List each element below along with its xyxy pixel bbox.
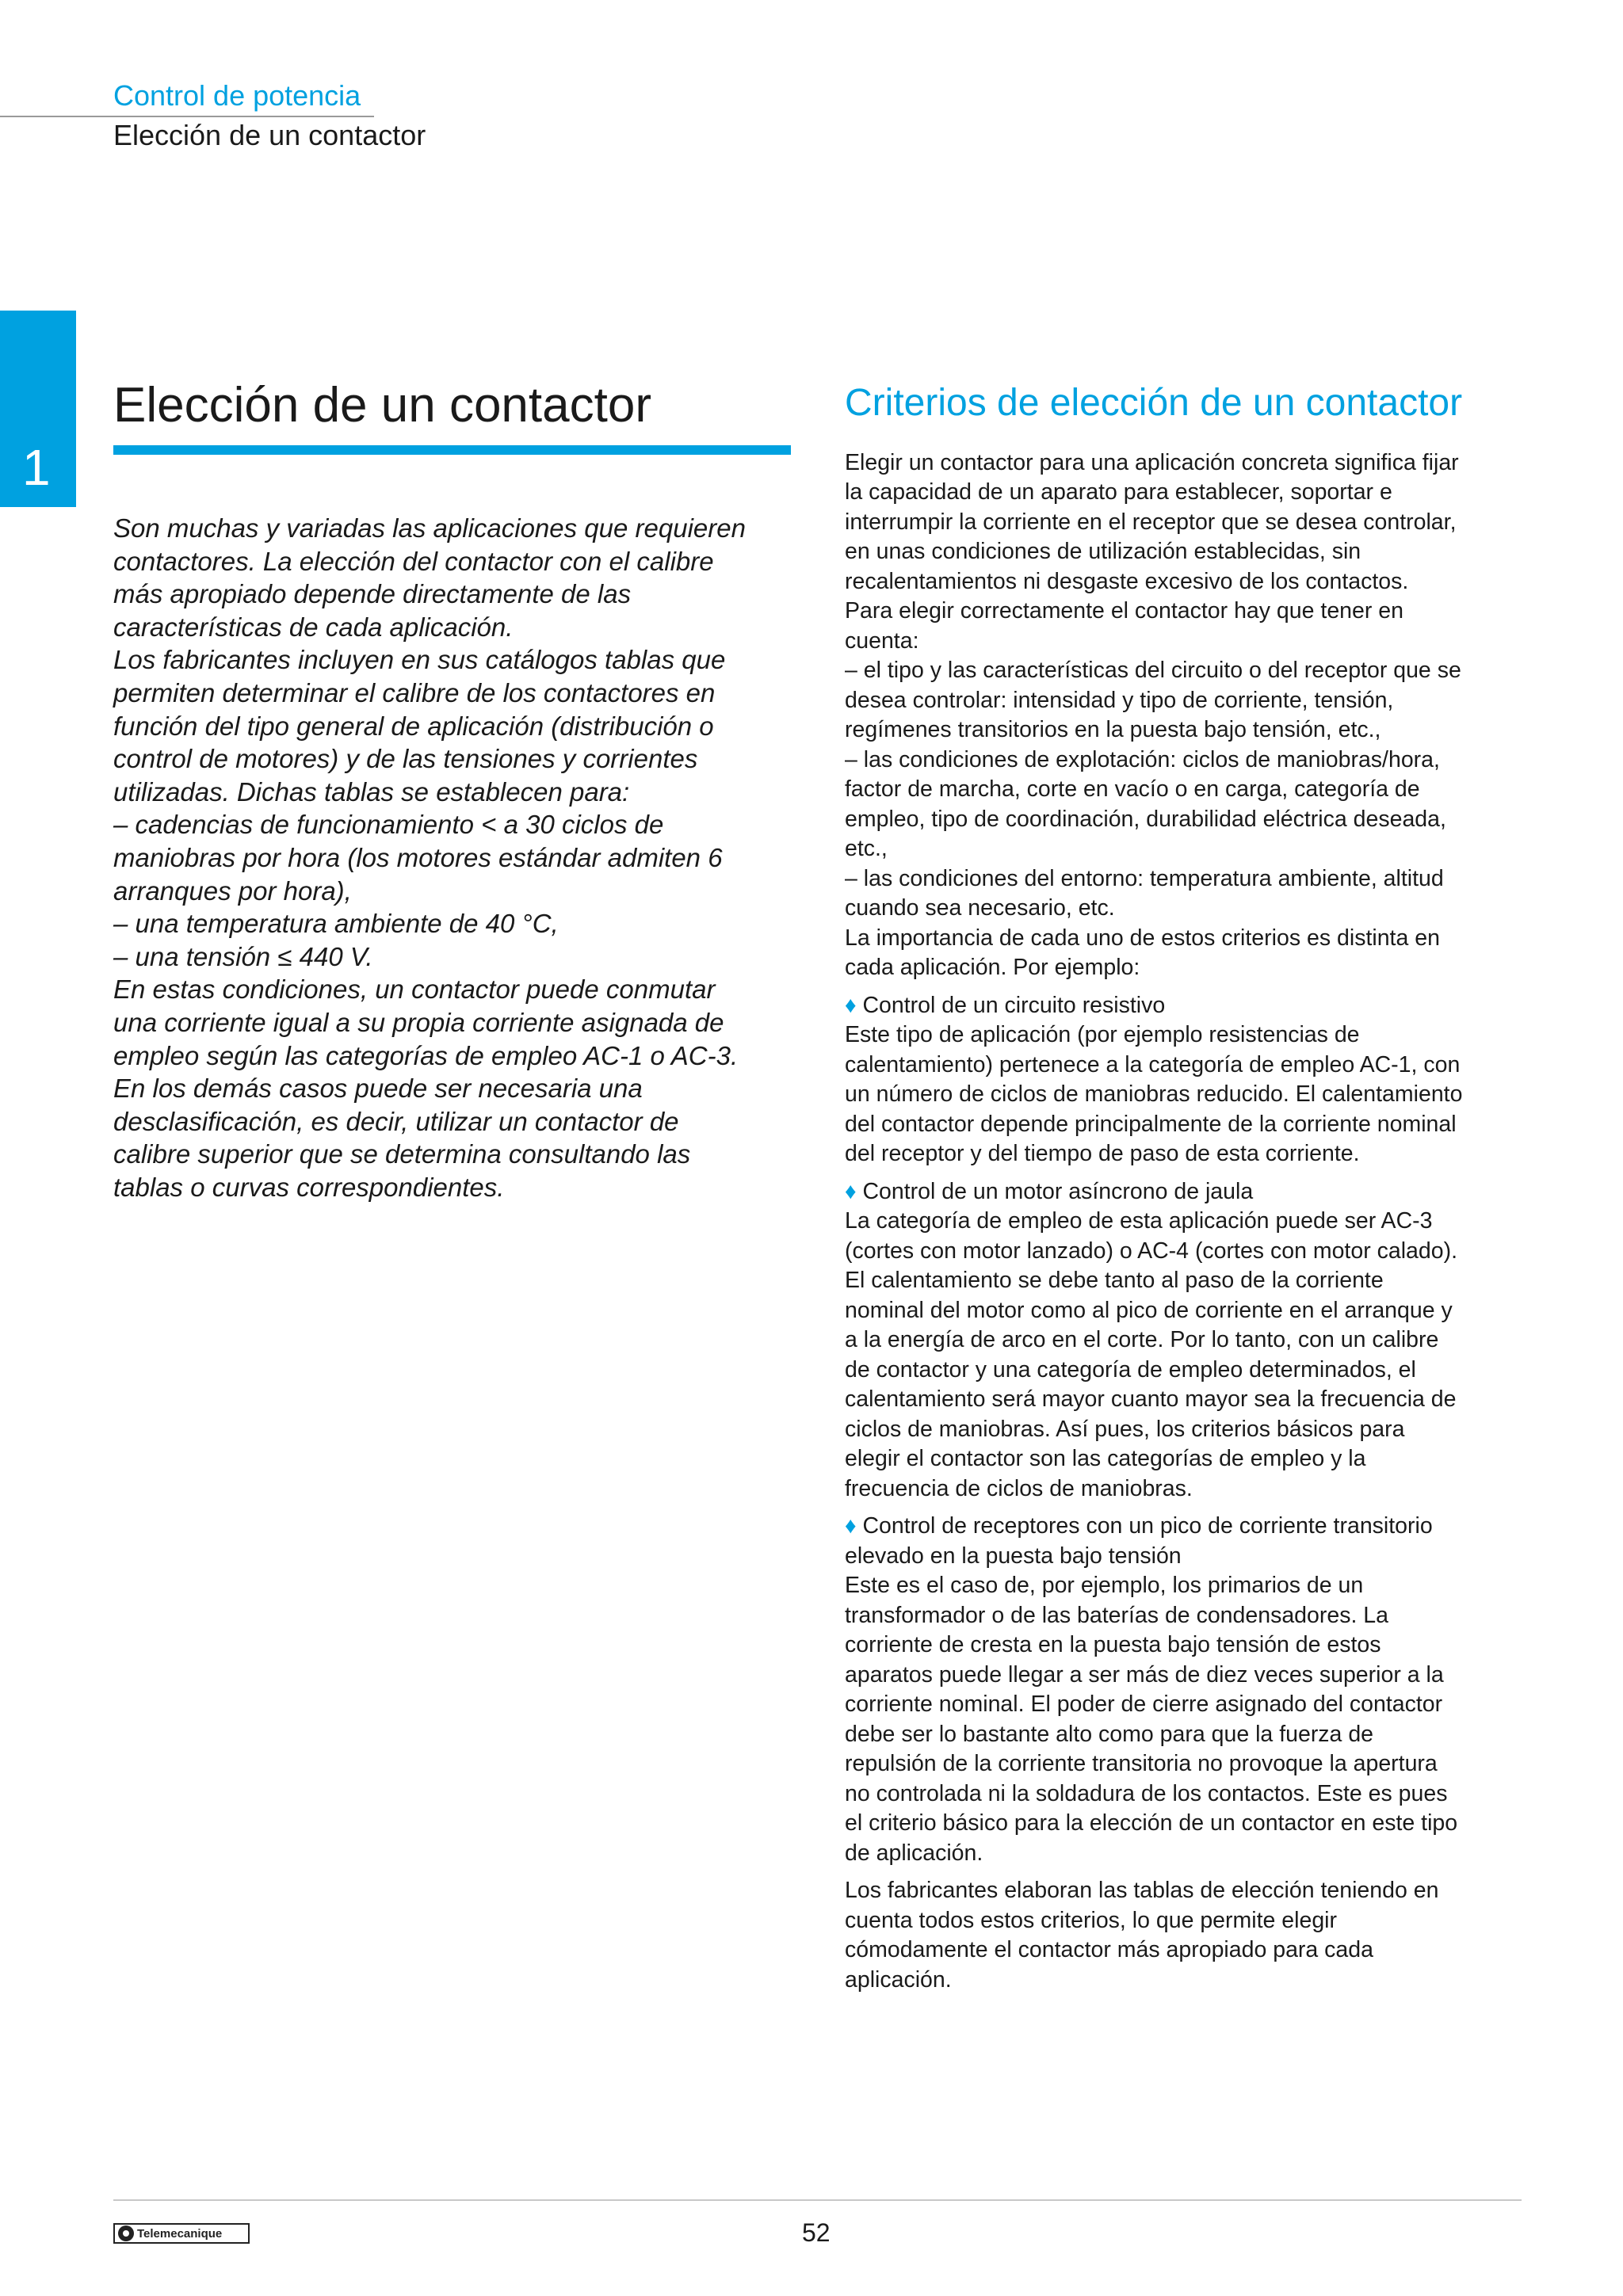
body-line: en unas condiciones de utilización establecidas, sin (845, 539, 1361, 565)
body-line: recalentamientos ni desgaste excesivo de los contactos. (845, 568, 1409, 594)
intro-line: En estas condiciones, un contactor puede conmutar (113, 974, 716, 1005)
intro-line: función del tipo general de aplicación (distribución o (113, 711, 714, 741)
body-line: elegir el contactor son las categorías de empleo y la (845, 1446, 1366, 1472)
body-line: ciclos de maniobras. Así pues, los criterios básicos para (845, 1416, 1405, 1442)
criteria-heading: Criterios de elección de un contactor (845, 382, 1463, 424)
bullet-title-text: Control de receptores con un pico de corriente transitorio (862, 1513, 1433, 1539)
body-line: aparatos puede llegar a ser más de diez veces superior a la (845, 1661, 1444, 1688)
page-subtitle: Elección de un contactor (113, 119, 426, 151)
body-line: corriente de cresta en la puesta bajo tensión de estos (845, 1632, 1381, 1658)
intro-text (113, 512, 795, 1203)
body-line: del receptor y del tiempo de paso de esta corriente. (845, 1141, 1360, 1167)
body-line: cómodamente el contactor más apropiado para cada (845, 1937, 1373, 1963)
intro-line: más apropiado depende directamente de las (113, 579, 632, 609)
body-line: nominal del motor como al pico de corriente en el arranque y (845, 1297, 1453, 1323)
brand-logo-icon (118, 2225, 134, 2241)
brand-logo (113, 2223, 250, 2244)
intro-line: empleo según las categorías de empleo AC-1 o AC-3. (113, 1040, 739, 1070)
body-line: La importancia de cada uno de estos criterios es distinta en (845, 925, 1440, 951)
body-line: regímenes transitorios en la puesta bajo tensión, etc., (845, 717, 1381, 743)
body-line: debe ser lo bastante alto como para que la fuerza de (845, 1721, 1374, 1747)
body-line: Este es el caso de, por ejemplo, los primarios de un (845, 1573, 1364, 1599)
intro-line: control de motores) y de las tensiones y corrientes (113, 744, 698, 774)
body-line: calentamiento será mayor cuanto mayor sea la frecuencia de (845, 1386, 1457, 1413)
body-line: Elegir un contactor para una aplicación concreta significa fijar (845, 449, 1459, 475)
body-line: transformador o de las baterías de condensadores. La (845, 1602, 1389, 1628)
body-line: cuenta: (845, 627, 919, 654)
body-line: Este tipo de aplicación (por ejemplo resistencias de (845, 1022, 1360, 1048)
chapter-number: 1 (22, 439, 51, 496)
section-title: Control de potencia (113, 79, 361, 112)
body-line: cuenta todos estos criterios, lo que permite elegir (845, 1907, 1337, 1933)
criteria-closing (845, 1876, 1526, 1995)
body-line: de contactor y una categoría de empleo determinados, el (845, 1356, 1416, 1383)
body-line: El calentamiento se debe tanto al paso de la corriente (845, 1268, 1384, 1294)
title-underline (113, 445, 791, 455)
intro-line: – una tensión ≤ 440 V. (113, 941, 373, 971)
intro-line: – una temperatura ambiente de 40 °C, (113, 909, 559, 939)
criteria-column (845, 380, 1526, 1995)
body-line: – las condiciones de explotación: ciclos de maniobras/hora, (845, 746, 1440, 772)
diamond-bullet-icon: ♦ (845, 992, 857, 1018)
intro-line: Son muchas y variadas las aplicaciones que requieren (113, 513, 746, 543)
body-line: etc., (845, 836, 888, 862)
bullet-title (845, 1512, 1526, 1542)
intro-line: arranques por hora), (113, 875, 352, 906)
intro-line: desclasificación, es decir, utilizar un contactor de (113, 1106, 679, 1136)
body-line: cada aplicación. Por ejemplo: (845, 955, 1140, 981)
body-line: de aplicación. (845, 1840, 983, 1866)
body-line: corriente nominal. El poder de cierre asignado del contactor (845, 1691, 1443, 1718)
body-line: Para elegir correctamente el contactor hay que tener en (845, 598, 1403, 624)
body-line: La categoría de empleo de esta aplicación puede ser AC-3 (845, 1208, 1433, 1234)
bullet-title (845, 991, 1526, 1021)
criteria-item-resistive (845, 991, 1526, 1169)
bullet-title-text: elevado en la puesta bajo tensión (845, 1543, 1182, 1569)
body-line: – las condiciones del entorno: temperatura ambiente, altitud (845, 865, 1444, 891)
intro-line: – cadencias de funcionamiento < a 30 ciclos de (113, 810, 664, 840)
body-line: cuando sea necesario, etc. (845, 895, 1115, 921)
bullet-title-text: Control de un motor asíncrono de jaula (862, 1178, 1254, 1204)
body-line: interrumpir la corriente en el receptor que se desea controlar, (845, 509, 1457, 535)
intro-line: permiten determinar el calibre de los contactores en (113, 677, 716, 707)
body-line: un número de ciclos de maniobras reducido. El calentamiento (845, 1081, 1463, 1108)
bullet-title (845, 1177, 1526, 1207)
body-line: factor de marcha, corte en vacío o en carga, categoría de (845, 776, 1420, 803)
intro-line: Los fabricantes incluyen en sus catálogos tablas que (113, 645, 726, 675)
diamond-bullet-icon: ♦ (845, 1513, 857, 1539)
intro-line: tablas o curvas correspondientes. (113, 1172, 505, 1202)
body-line: no controlada ni la soldadura de los contactos. Este es pues (845, 1780, 1448, 1806)
body-line: frecuencia de ciclos de maniobras. (845, 1475, 1193, 1501)
body-line: el criterio básico para la elección de un contactor en este tipo (845, 1810, 1458, 1836)
body-line: la capacidad de un aparato para establecer, soportar e (845, 479, 1392, 505)
body-line: a la energía de arco en el corte. Por lo tanto, con un calibre (845, 1327, 1439, 1353)
body-line: desea controlar: intensidad y tipo de corriente, tensión, (845, 687, 1394, 713)
intro-line: contactores. La elección del contactor con el calibre (113, 546, 714, 576)
criteria-item-motor (845, 1177, 1526, 1505)
intro-line: características de cada aplicación. (113, 612, 514, 642)
criteria-item-transient (845, 1512, 1526, 1868)
page-number: 52 (802, 2218, 831, 2247)
body-line: empleo, tipo de coordinación, durabilidad eléctrica deseada, (845, 806, 1446, 832)
page-title: Elección de un contactor (113, 378, 651, 433)
body-line: – el tipo y las características del circuito o del receptor que se (845, 658, 1461, 684)
body-line: aplicación. (845, 1966, 952, 1993)
header-divider (0, 116, 374, 117)
intro-line: utilizadas. Dichas tablas se establecen para: (113, 776, 630, 807)
intro-line: maniobras por hora (los motores estándar admiten 6 (113, 842, 723, 872)
intro-line: una corriente igual a su propia corriente asignada de (113, 1007, 724, 1037)
body-line: calentamiento) pertenece a la categoría de empleo AC-1, con (845, 1051, 1461, 1077)
bullet-title-text: Control de un circuito resistivo (862, 992, 1166, 1018)
body-line: repulsión de la corriente transitoria no provoque la apertura (845, 1751, 1438, 1777)
body-line: del contactor depende principalmente de la corriente nominal (845, 1111, 1457, 1137)
diamond-bullet-icon: ♦ (845, 1178, 857, 1204)
footer-divider (113, 2199, 1522, 2201)
body-line: (cortes con motor lanzado) o AC-4 (cortes con motor calado). (845, 1238, 1457, 1264)
brand-logo-text: Telemecanique (137, 2226, 223, 2241)
body-line: Los fabricantes elaboran las tablas de elección teniendo en (845, 1878, 1439, 1904)
criteria-intro (845, 448, 1526, 983)
intro-line: En los demás casos puede ser necesaria una (113, 1074, 643, 1104)
intro-line: calibre superior que se determina consultando las (113, 1139, 691, 1169)
